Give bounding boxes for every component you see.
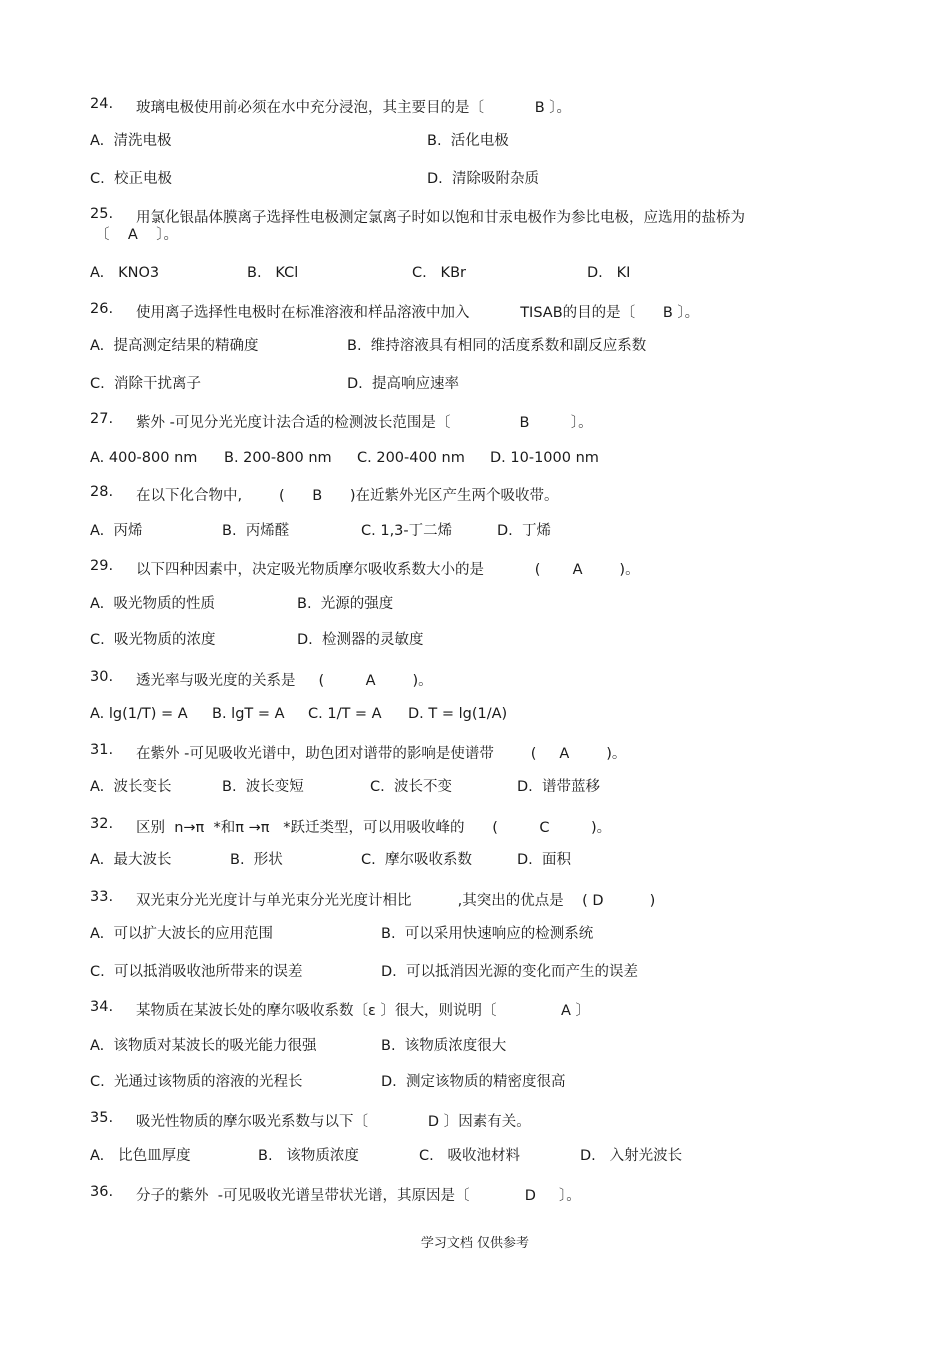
- option-a: A. 该物质对某波长的吸光能力很强: [90, 1038, 317, 1054]
- option-a: A. KNO3: [90, 265, 160, 281]
- question-text: 在紫外 -可见吸收光谱中，助色团对谱带的影响是使谱带 ( A )。: [136, 746, 627, 762]
- option-d: D. 谱带蓝移: [517, 779, 600, 795]
- option-a: A. lg(1/T) = A: [90, 706, 188, 722]
- question-number: 34.: [90, 999, 114, 1015]
- question-text: 区别 n→π *和π →π *跃迁类型，可以用吸收峰的 ( C )。: [136, 820, 612, 836]
- option-b: B. 200-800 nm: [224, 450, 332, 466]
- option-c: C. 吸收池材料: [419, 1148, 521, 1164]
- option-d: D. 测定该物质的精密度很高: [381, 1074, 566, 1090]
- question-text: 透光率与吸光度的关系是 ( A )。: [136, 673, 433, 689]
- question-number: 26.: [90, 301, 114, 317]
- page-footer: 学习文档 仅供参考: [420, 1236, 530, 1251]
- option-b: B. 维持溶液具有相同的活度系数和副反应系数: [347, 338, 647, 354]
- question-number: 27.: [90, 411, 114, 427]
- option-d: D. 可以抵消因光源的变化而产生的误差: [381, 964, 638, 980]
- option-d: D. 面积: [517, 852, 571, 868]
- option-c: C. 1/T = A: [308, 706, 382, 722]
- question-text: 用氯化银晶体膜离子选择性电极测定氯离子时如以饱和甘汞电极作为参比电极，应选用的盐桥为: [136, 210, 745, 226]
- question-number: 25.: [90, 206, 114, 222]
- option-c: C. 1,3-丁二烯: [361, 523, 453, 539]
- option-c: C. KBr: [412, 265, 466, 281]
- question-number: 28.: [90, 484, 114, 500]
- option-d: D. T = lg(1/A): [408, 706, 508, 722]
- option-c: C. 校正电极: [90, 171, 172, 187]
- question-text: 以下四种因素中，决定吸光物质摩尔吸收系数大小的是 ( A )。: [136, 562, 640, 578]
- question-text: 吸光性物质的摩尔吸光系数与以下〔 D 〕因素有关。: [136, 1114, 531, 1130]
- option-b: B. 光源的强度: [297, 596, 394, 612]
- option-d: D. 提高响应速率: [347, 376, 459, 392]
- option-a: A. 最大波长: [90, 852, 172, 868]
- option-b: B. 形状: [230, 852, 283, 868]
- option-b: B. 可以采用快速响应的检测系统: [381, 926, 594, 942]
- option-c: C. 消除干扰离子: [90, 376, 201, 392]
- option-d: D. 清除吸附杂质: [427, 171, 539, 187]
- question-number: 36.: [90, 1184, 114, 1200]
- question-number: 33.: [90, 889, 114, 905]
- question-number: 31.: [90, 742, 114, 758]
- option-a: A. 提高测定结果的精确度: [90, 338, 259, 354]
- option-b: B. 该物质浓度很大: [381, 1038, 507, 1054]
- option-a: A. 波长变长: [90, 779, 172, 795]
- option-c: C. 波长不变: [370, 779, 452, 795]
- option-d: D. KI: [587, 265, 631, 281]
- option-b: B. 丙烯醛: [222, 523, 290, 539]
- option-b: B. lgT = A: [212, 706, 285, 722]
- question-number: 30.: [90, 669, 114, 685]
- option-a: A. 丙烯: [90, 523, 143, 539]
- question-text: 使用离子选择性电极时在标准溶液和样品溶液中加入 TISAB的目的是〔 B 〕。: [136, 305, 700, 321]
- question-number: 24.: [90, 96, 114, 112]
- option-b: B. 波长变短: [222, 779, 304, 795]
- question-text: 玻璃电极使用前必须在水中充分浸泡，其主要目的是〔 B 〕。: [136, 100, 572, 116]
- question-text: 双光束分光光度计与单光束分光光度计相比 ,其突出的优点是 ( D ): [136, 893, 656, 909]
- option-c: C. 光通过该物质的溶液的光程长: [90, 1074, 303, 1090]
- question-text: 紫外 -可见分光光度计法合适的检测波长范围是〔 B 〕。: [136, 415, 593, 431]
- option-c: C. 吸光物质的浓度: [90, 632, 216, 648]
- option-d: D. 入射光波长: [580, 1148, 683, 1164]
- question-number: 32.: [90, 816, 114, 832]
- question-text: 某物质在某波长处的摩尔吸收系数〔ε 〕很大，则说明〔 A 〕: [136, 1003, 591, 1019]
- option-c: C. 摩尔吸收系数: [361, 852, 472, 868]
- option-b: B. 活化电极: [427, 133, 509, 149]
- option-b: B. KCl: [247, 265, 299, 281]
- option-d: D. 10-1000 nm: [490, 450, 599, 466]
- option-a: A. 400-800 nm: [90, 450, 198, 466]
- option-a: A. 可以扩大波长的应用范围: [90, 926, 273, 942]
- question-number: 35.: [90, 1110, 114, 1126]
- question-text: 在以下化合物中, ( B )在近紫外光区产生两个吸收带。: [136, 488, 559, 504]
- option-c: C. 可以抵消吸收池所带来的误差: [90, 964, 303, 980]
- question-text: 分子的紫外 -可见吸收光谱呈带状光谱，其原因是〔 D 〕。: [136, 1188, 581, 1204]
- option-b: B. 该物质浓度: [258, 1148, 359, 1164]
- option-d: D. 丁烯: [497, 523, 551, 539]
- question-text-continued: 〔 A 〕。: [95, 227, 179, 243]
- option-c: C. 200-400 nm: [357, 450, 465, 466]
- option-a: A. 清洗电极: [90, 133, 172, 149]
- option-a: A. 吸光物质的性质: [90, 596, 215, 612]
- option-a: A. 比色皿厚度: [90, 1148, 191, 1164]
- question-number: 29.: [90, 558, 114, 574]
- option-d: D. 检测器的灵敏度: [297, 632, 424, 648]
